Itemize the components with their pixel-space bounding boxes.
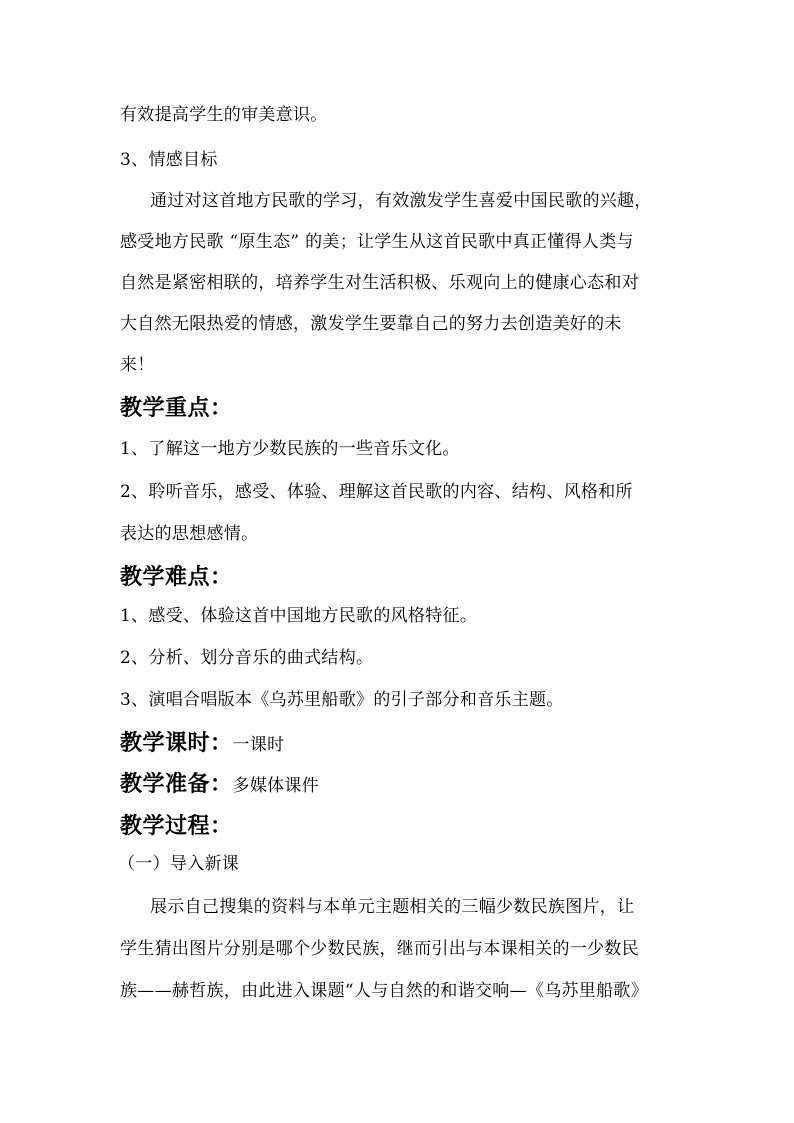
paragraph-line: 学生猜出图片分别是哪个少数民族，继而引出与本课相关的一少数民 bbox=[120, 939, 639, 959]
list-item: 3、演唱合唱版本《乌苏里船歌》的引子部分和音乐主题。 bbox=[120, 690, 564, 710]
paragraph-line: 通过对这首地方民歌的学习，有效激发学生喜爱中国民歌的兴趣， bbox=[150, 191, 652, 211]
list-item: 1、了解这一地方少数民族的一些音乐文化。 bbox=[120, 439, 460, 459]
list-item: 2、聆听音乐，感受、体验、理解这首民歌的内容、结构、风格和所 bbox=[120, 482, 633, 502]
class-hours-value: 一课时 bbox=[232, 735, 285, 755]
heading-process: 教学过程： bbox=[120, 813, 233, 839]
paragraph-line: 大自然无限热爱的情感，激发学生要靠自己的努力去创造美好的未 bbox=[120, 314, 622, 334]
paragraph-line: 自然是紧密相联的，培养学生对生活积极、乐观向上的健康心态和对 bbox=[120, 273, 639, 293]
heading-key-points: 教学重点： bbox=[120, 395, 233, 421]
paragraph-line: 族——赫哲族，由此进入课题“人与自然的和谐交响—《乌苏里船歌》 bbox=[120, 981, 648, 1001]
section-title-emotional-goal: 3、情感目标 bbox=[120, 150, 218, 170]
paragraph-line: 展示自己搜集的资料与本单元主题相关的三幅少数民族图片，让 bbox=[150, 897, 635, 917]
heading-preparation bbox=[120, 773, 690, 795]
heading-difficult-points: 教学难点： bbox=[120, 564, 233, 590]
paragraph-line: 感受地方民歌 “原生态” 的美；让学生从这首民歌中真正懂得人类与 bbox=[120, 232, 634, 252]
preparation-value: 多媒体课件 bbox=[232, 776, 320, 796]
heading-label: 教学课时： bbox=[120, 730, 233, 756]
heading-label: 教学准备： bbox=[120, 771, 233, 797]
sub-heading-intro: （一）导入新课 bbox=[118, 854, 240, 874]
list-item: 1、感受、体验这首中国地方民歌的风格特征。 bbox=[120, 606, 478, 626]
paragraph-line: 来！ bbox=[120, 355, 155, 375]
paragraph-line: 有效提高学生的审美意识。 bbox=[120, 105, 328, 125]
list-item: 表达的思想感情。 bbox=[120, 524, 259, 544]
heading-class-hours bbox=[120, 732, 690, 754]
list-item: 2、分析、划分音乐的曲式结构。 bbox=[120, 648, 374, 668]
